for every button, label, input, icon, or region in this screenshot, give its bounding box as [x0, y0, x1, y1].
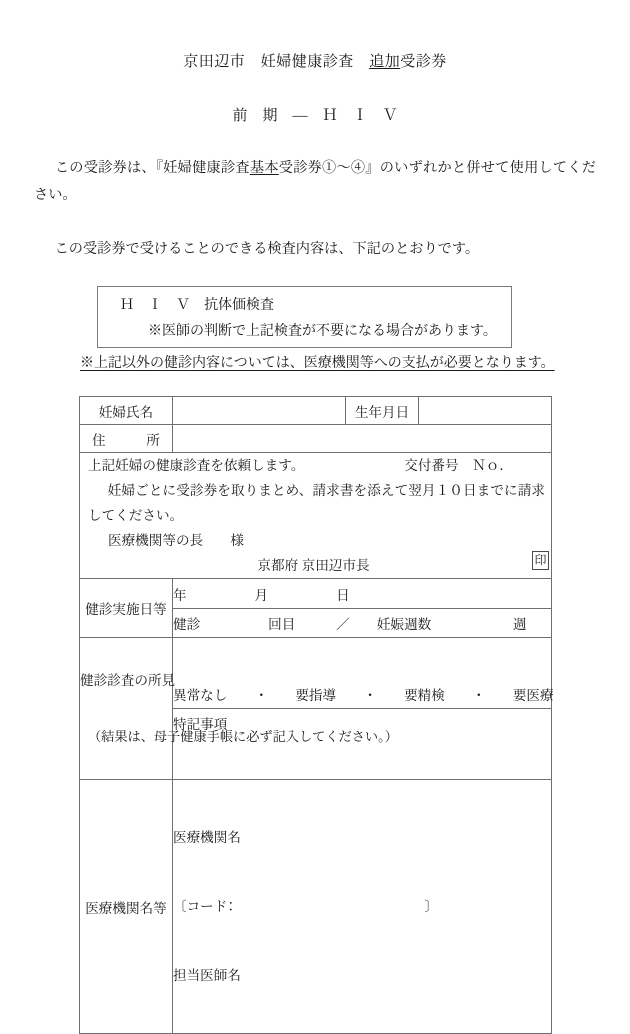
- intro-paragraph-1: [34, 155, 596, 209]
- field-institution-name[interactable]: 医療機関名: [173, 830, 241, 845]
- label-birth-date: 生年月日: [346, 397, 419, 425]
- label-pregnant-name: 妊婦氏名: [80, 397, 173, 425]
- request-line-1-row: [80, 453, 551, 478]
- document-title-suffix: 受診券: [400, 54, 447, 70]
- intro-paragraph-2: [34, 236, 596, 263]
- request-line-2-text: 妊婦ごとに受診券を取りまとめ、請求書を添えて翌月１０日までに請求してください。: [88, 483, 545, 523]
- exam-test-name: Ｈ Ｉ Ｖ 抗体価検査: [120, 298, 274, 313]
- request-line-3: 医療機関等の長 様: [108, 533, 244, 548]
- exam-date-subtable: [173, 580, 551, 637]
- seal-stamp-icon: 印: [532, 551, 549, 570]
- document-subtitle: 前 期 — Ｈ Ｉ Ｖ: [232, 108, 398, 124]
- exam-date-fields: [173, 579, 552, 638]
- table-row-exam-date: [80, 579, 552, 638]
- table-row-name: [80, 397, 552, 425]
- field-address[interactable]: [173, 425, 552, 453]
- payment-notice: ※上記以外の健診内容については、医療機関等への支払が必要となります。: [80, 356, 555, 371]
- field-exam-count-weeks[interactable]: 健診 回目 ／ 妊娠週数 週: [173, 616, 527, 632]
- exam-note: ※医師の判断で上記検査が不要になる場合があります。: [148, 324, 497, 339]
- field-doctor-name[interactable]: 担当医師名: [173, 968, 241, 983]
- institution-fields: [173, 780, 552, 1034]
- field-remarks[interactable]: 特記事項: [173, 717, 228, 732]
- request-line-2: [80, 478, 551, 528]
- request-line-1: 上記妊婦の健康診査を依頼します。: [88, 458, 305, 473]
- field-exam-date-ymd[interactable]: 年 月 日: [173, 580, 551, 609]
- table-row-address: [80, 425, 552, 453]
- field-pregnant-name[interactable]: [173, 397, 346, 425]
- label-exam-date: 健診実施日等: [80, 579, 173, 638]
- table-row-institution: [80, 780, 552, 1034]
- exam-content-box: [97, 286, 512, 348]
- field-birth-date[interactable]: [419, 397, 552, 425]
- document-title-underlined: 追加: [369, 54, 401, 70]
- mayor-signature-line: [80, 553, 551, 578]
- table-row-request: [80, 453, 552, 579]
- document-title-prefix: 京田辺市 妊婦健康診査: [183, 54, 370, 70]
- label-address: 住 所: [80, 425, 173, 453]
- intro-paragraph-2-text: この受診券で受けることのできる検査内容は、下記のとおりです。: [54, 241, 480, 257]
- mayor-name: 京都府 京田辺市長: [257, 558, 370, 573]
- intro-paragraph-1-before: この受診券は、『妊婦健康診査: [54, 160, 250, 176]
- issue-number-label: 交付番号 Ｎｏ．: [404, 458, 513, 473]
- intro-paragraph-1-after: 受診券①～④』のいずれかと併せて使用してください。: [34, 160, 596, 203]
- label-findings-note: （結果は、母子健康手帳に必ず記入してください。）: [88, 729, 398, 744]
- exam-date-ymd-row: [173, 580, 551, 609]
- request-block: [80, 453, 552, 579]
- findings-options-row: [173, 680, 551, 709]
- intro-paragraph-1-underlined: 基本: [249, 160, 279, 176]
- field-findings-options[interactable]: 異常なし ・ 要指導 ・ 要精検 ・ 要医療: [173, 680, 551, 709]
- field-institution-code[interactable]: 〔コード： 〕: [173, 899, 439, 914]
- table-row-findings: [80, 638, 552, 780]
- document-title: [0, 50, 630, 71]
- label-institution: 医療機関名等: [80, 780, 173, 1034]
- label-findings-title: 健診診査の所見: [80, 673, 176, 688]
- voucher-form-table: [79, 396, 552, 1034]
- findings-fields: [173, 638, 552, 780]
- exam-date-count-row: [173, 608, 551, 637]
